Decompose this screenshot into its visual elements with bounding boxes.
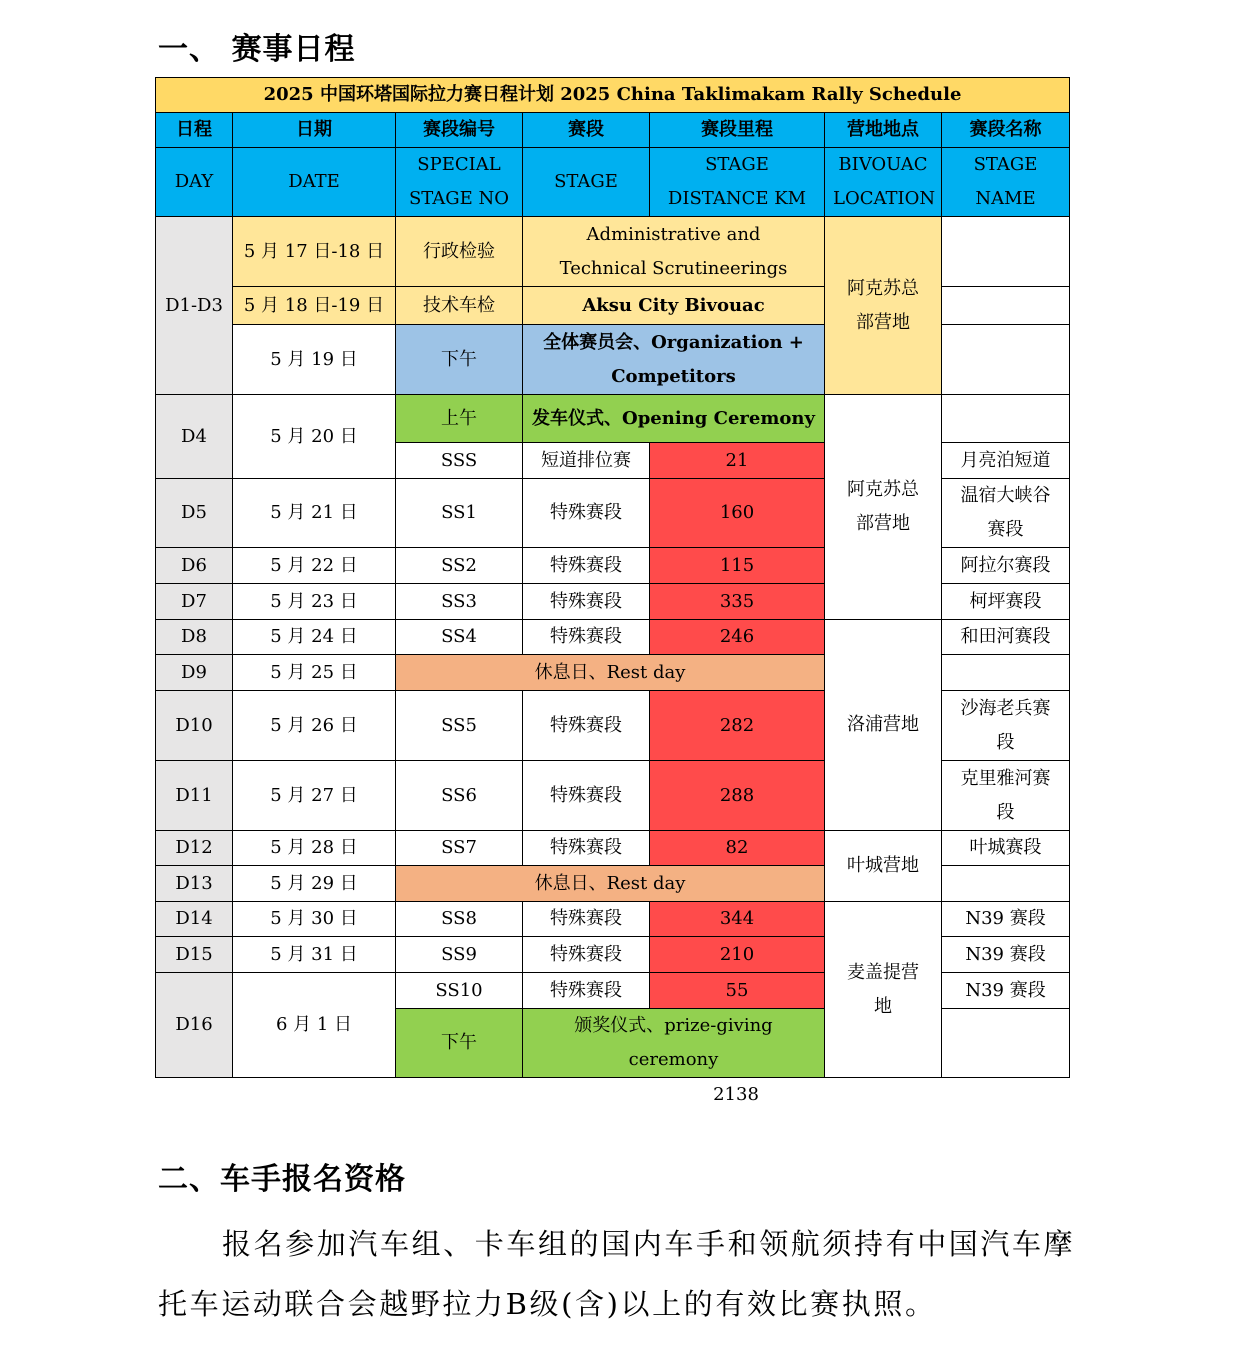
header-cn-stage-no: 赛段编号 [396,113,523,148]
header-en-stage: STAGE [523,148,650,217]
day-cell: D11 [156,761,233,831]
section-heading-eligibility: 二、车手报名资格 [158,1162,406,1197]
stage-name-cell: 温宿大峡谷赛段 [942,479,1070,548]
stage-cell: 特殊赛段 [523,548,650,584]
distance-cell: 55 [650,973,825,1009]
table-row [156,217,1070,287]
header-row-en [156,148,1070,217]
day-cell: D16 [156,973,233,1078]
header-en-distance: STAGE DISTANCE KM [650,148,825,217]
header-row-cn [156,113,1070,148]
date-cell: 5 月 18 日-19 日 [233,287,396,325]
stage-name-cell: 沙海老兵赛段 [942,691,1070,761]
stage-name-cell [942,325,1070,395]
date-cell: 5 月 24 日 [233,620,396,655]
stage-cell: 发车仪式、Opening Ceremony [523,395,825,443]
stage-name-cell: N39 赛段 [942,902,1070,937]
stage-code-cell: SSS [396,443,523,479]
date-cell: 5 月 17 日-18 日 [233,217,396,287]
table-row [156,902,1070,937]
total-distance: 2138 [713,1084,759,1105]
day-cell: D15 [156,937,233,973]
distance-cell: 82 [650,831,825,866]
day-cell: D5 [156,479,233,548]
stage-name-cell [942,1009,1070,1078]
stage-cell: Aksu City Bivouac [523,287,825,325]
bivouac-cell: 阿克苏总部营地 [825,395,942,620]
stage-code-cell: 下午 [396,325,523,395]
day-cell: D13 [156,866,233,902]
section-heading-schedule: 一、 赛事日程 [158,32,356,67]
stage-code-cell: SS5 [396,691,523,761]
rest-day-cell: 休息日、Rest day [396,866,825,902]
date-cell: 5 月 22 日 [233,548,396,584]
date-cell: 5 月 31 日 [233,937,396,973]
stage-name-cell: 和田河赛段 [942,620,1070,655]
header-cn-day: 日程 [156,113,233,148]
stage-cell: 特殊赛段 [523,620,650,655]
stage-code-cell: SS10 [396,973,523,1009]
stage-cell: 颁奖仪式、prize-giving ceremony [523,1009,825,1078]
day-cell: D7 [156,584,233,620]
distance-cell: 344 [650,902,825,937]
bivouac-cell: 麦盖提营地 [825,902,942,1078]
date-cell: 5 月 23 日 [233,584,396,620]
header-en-stage-name: STAGE NAME [942,148,1070,217]
stage-code-cell: SS7 [396,831,523,866]
stage-code-cell: 技术车检 [396,287,523,325]
day-cell: D9 [156,655,233,691]
stage-name-cell: 柯坪赛段 [942,584,1070,620]
stage-cell: 特殊赛段 [523,902,650,937]
date-cell: 5 月 26 日 [233,691,396,761]
stage-code-cell: SS9 [396,937,523,973]
day-cell: D1-D3 [156,217,233,395]
stage-name-cell [942,217,1070,287]
stage-cell: 特殊赛段 [523,937,650,973]
bivouac-cell: 阿克苏总部营地 [825,217,942,395]
distance-cell: 21 [650,443,825,479]
stage-code-cell: 上午 [396,395,523,443]
date-cell: 5 月 29 日 [233,866,396,902]
stage-cell: Administrative and Technical Scrutineerings [523,217,825,287]
stage-name-cell: 月亮泊短道 [942,443,1070,479]
stage-cell: 特殊赛段 [523,761,650,831]
distance-cell: 160 [650,479,825,548]
header-cn-date: 日期 [233,113,396,148]
distance-cell: 246 [650,620,825,655]
header-en-bivouac: BIVOUAC LOCATION [825,148,942,217]
date-cell: 5 月 30 日 [233,902,396,937]
stage-cell: 特殊赛段 [523,584,650,620]
rally-schedule-table [155,77,1070,1078]
stage-code-cell: SS2 [396,548,523,584]
table-title: 2025 中国环塔国际拉力赛日程计划 2025 China Taklimakam Rally Schedule [156,78,1070,113]
header-en-stage-no: SPECIAL STAGE NO [396,148,523,217]
date-cell: 5 月 27 日 [233,761,396,831]
stage-cell: 特殊赛段 [523,479,650,548]
stage-name-cell: 阿拉尔赛段 [942,548,1070,584]
date-cell: 5 月 25 日 [233,655,396,691]
eligibility-paragraph [158,1214,1098,1334]
stage-code-cell: 行政检验 [396,217,523,287]
header-cn-stage-name: 赛段名称 [942,113,1070,148]
distance-cell: 210 [650,937,825,973]
date-cell: 5 月 21 日 [233,479,396,548]
date-cell: 5 月 19 日 [233,325,396,395]
stage-code-cell: SS8 [396,902,523,937]
header-cn-distance: 赛段里程 [650,113,825,148]
stage-name-cell: 克里雅河赛段 [942,761,1070,831]
stage-name-cell [942,866,1070,902]
stage-cell: 特殊赛段 [523,831,650,866]
day-cell: D8 [156,620,233,655]
table-row [156,831,1070,866]
stage-code-cell: 下午 [396,1009,523,1078]
day-cell: D10 [156,691,233,761]
table-row [156,620,1070,655]
header-en-day: DAY [156,148,233,217]
day-cell: D14 [156,902,233,937]
distance-cell: 115 [650,548,825,584]
date-cell: 5 月 28 日 [233,831,396,866]
table-row [156,395,1070,443]
table-title-row [156,78,1070,113]
header-cn-bivouac: 营地地点 [825,113,942,148]
day-cell: D12 [156,831,233,866]
stage-name-cell [942,655,1070,691]
date-cell: 5 月 20 日 [233,395,396,479]
stage-name-cell: 叶城赛段 [942,831,1070,866]
rest-day-cell: 休息日、Rest day [396,655,825,691]
bivouac-cell: 洛浦营地 [825,620,942,831]
stage-code-cell: SS4 [396,620,523,655]
day-cell: D6 [156,548,233,584]
stage-name-cell: N39 赛段 [942,937,1070,973]
stage-cell: 特殊赛段 [523,691,650,761]
stage-code-cell: SS1 [396,479,523,548]
day-cell: D4 [156,395,233,479]
stage-code-cell: SS3 [396,584,523,620]
eligibility-text: 报名参加汽车组、卡车组的国内车手和领航须持有中国汽车摩托车运动联合会越野拉力B级(含)以上的有效比赛执照。 [158,1227,1076,1321]
header-cn-stage: 赛段 [523,113,650,148]
bivouac-cell: 叶城营地 [825,831,942,902]
stage-name-cell: N39 赛段 [942,973,1070,1009]
stage-cell: 全体赛员会、Organization + Competitors [523,325,825,395]
stage-code-cell: SS6 [396,761,523,831]
stage-cell: 特殊赛段 [523,973,650,1009]
date-cell: 6 月 1 日 [233,973,396,1078]
stage-cell: 短道排位赛 [523,443,650,479]
stage-name-cell [942,287,1070,325]
stage-name-cell [942,395,1070,443]
distance-cell: 335 [650,584,825,620]
header-en-date: DATE [233,148,396,217]
distance-cell: 282 [650,691,825,761]
distance-cell: 288 [650,761,825,831]
